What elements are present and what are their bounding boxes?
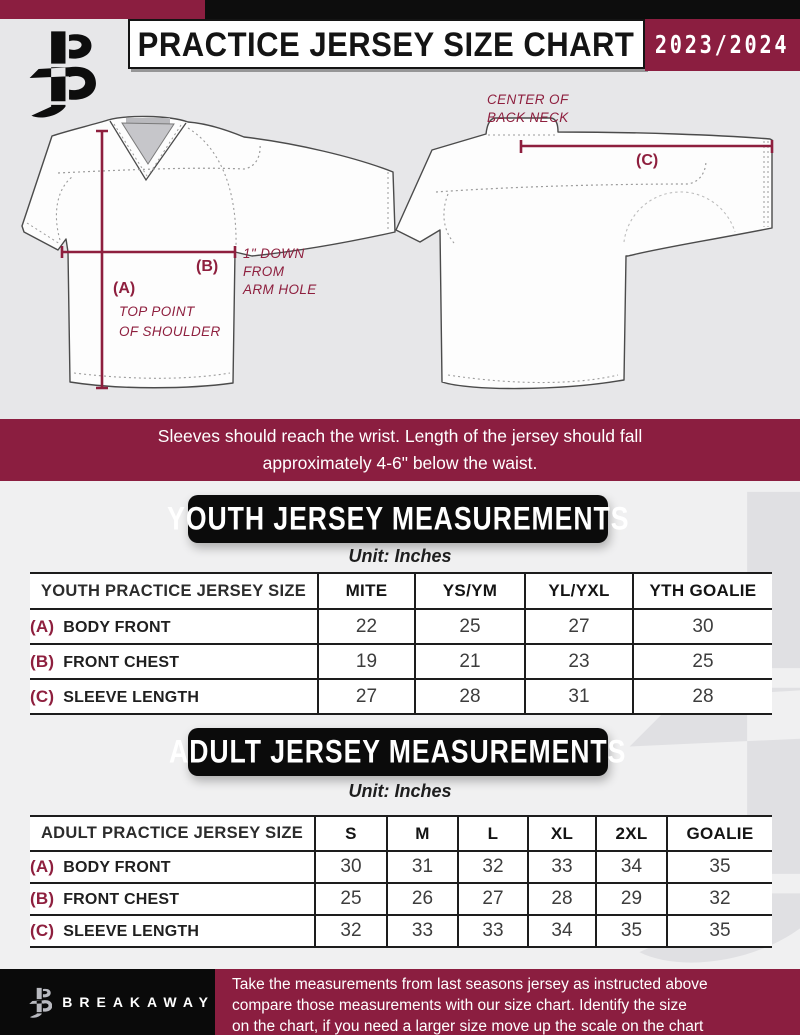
- measurement-key: (C): [30, 921, 55, 940]
- label-b-caption-line3: ARM HOLE: [243, 282, 317, 297]
- cell-value: 27: [458, 883, 528, 915]
- cell-value: 31: [525, 679, 633, 714]
- label-b: (B): [196, 258, 219, 275]
- label-a-caption-line2: OF SHOULDER: [119, 324, 221, 339]
- label-b-caption-line2: FROM: [243, 264, 285, 279]
- measurement-label-cell: [30, 609, 318, 644]
- cell-value: 35: [596, 915, 667, 947]
- fit-note-line1: Sleeves should reach the wrist. Length of the jersey should fall: [157, 426, 643, 446]
- youth-unit-label: Unit: Inches: [348, 546, 452, 566]
- measurement-label-cell: [30, 883, 315, 915]
- size-column-header: GOALIE: [667, 816, 772, 851]
- cell-value: 26: [387, 883, 458, 915]
- measurement-key: (B): [30, 889, 55, 908]
- youth-table-title-cell: YOUTH PRACTICE JERSEY SIZE: [30, 573, 318, 609]
- label-c: (C): [636, 152, 659, 169]
- size-column-header: XL: [528, 816, 596, 851]
- measurement-key: (A): [30, 857, 55, 876]
- top-accent-strip: [0, 0, 800, 19]
- cell-value: 30: [633, 609, 772, 644]
- cell-value: 27: [318, 679, 415, 714]
- footer-instruction-line3: on the chart, if you need a larger size move up the scale on the chart: [232, 1018, 704, 1035]
- table-header-row: [30, 573, 772, 609]
- measurement-label-cell: [30, 851, 315, 883]
- label-a-caption-line1: TOP POINT: [119, 304, 195, 319]
- cell-value: 31: [387, 851, 458, 883]
- cell-value: 28: [633, 679, 772, 714]
- cell-value: 28: [528, 883, 596, 915]
- page-title: PRACTICE JERSEY SIZE CHART: [138, 24, 635, 63]
- jersey-diagram-svg: [0, 80, 800, 419]
- footer-instructions: [232, 974, 784, 1035]
- adult-table-title-cell: ADULT PRACTICE JERSEY SIZE: [30, 816, 315, 851]
- measurement-key: (B): [30, 651, 55, 671]
- measurement-label-cell: [30, 644, 318, 679]
- cell-value: 21: [415, 644, 525, 679]
- cell-value: 33: [458, 915, 528, 947]
- measurement-name: BODY FRONT: [63, 618, 171, 636]
- cell-value: 27: [525, 609, 633, 644]
- footer-instruction-line1: Take the measurements from last seasons jersey as instructed above: [232, 976, 708, 993]
- adult-section-banner: [169, 728, 627, 776]
- cell-value: 19: [318, 644, 415, 679]
- youth-section-banner: [166, 495, 630, 543]
- size-column-header: YS/YM: [415, 573, 525, 609]
- cell-value: 34: [528, 915, 596, 947]
- label-c-caption-line1: CENTER OF: [487, 92, 569, 107]
- cell-value: 32: [315, 915, 387, 947]
- cell-value: 34: [596, 851, 667, 883]
- table-row: [30, 609, 772, 644]
- cell-value: 22: [318, 609, 415, 644]
- cell-value: 35: [667, 915, 772, 947]
- table-row: [30, 851, 772, 883]
- size-column-header: L: [458, 816, 528, 851]
- cell-value: 32: [458, 851, 528, 883]
- youth-size-table: [30, 572, 772, 715]
- measurement-key: (A): [30, 616, 55, 636]
- adult-banner-label: ADULT JERSEY MEASUREMENTS: [169, 733, 627, 770]
- measurement-name: FRONT CHEST: [63, 653, 180, 671]
- table-row: [30, 915, 772, 947]
- size-column-header: MITE: [318, 573, 415, 609]
- table-row: [30, 883, 772, 915]
- brand-name: BREAKAWAY: [62, 994, 215, 1010]
- label-c-caption-line2: BACK NECK: [487, 110, 569, 125]
- cell-value: 28: [415, 679, 525, 714]
- table-row: [30, 644, 772, 679]
- measurement-label-cell: [30, 915, 315, 947]
- adult-unit-label: Unit: Inches: [348, 781, 452, 801]
- size-column-header: 2XL: [596, 816, 667, 851]
- fit-note-banner: [0, 419, 800, 481]
- measurement-label-cell: [30, 679, 318, 714]
- measurement-key: (C): [30, 686, 55, 706]
- measurement-name: FRONT CHEST: [63, 891, 180, 908]
- footer: [0, 969, 800, 1035]
- cell-value: 33: [528, 851, 596, 883]
- table-row: [30, 679, 772, 714]
- cell-value: 23: [525, 644, 633, 679]
- cell-value: 25: [415, 609, 525, 644]
- cell-value: 35: [667, 851, 772, 883]
- cell-value: 32: [667, 883, 772, 915]
- label-b-caption-line1: 1" DOWN: [243, 246, 305, 261]
- season-badge: [645, 19, 800, 71]
- label-a: (A): [113, 280, 136, 297]
- cell-value: 29: [596, 883, 667, 915]
- season-label: 2023/2024: [655, 30, 790, 60]
- cell-value: 30: [315, 851, 387, 883]
- footer-instruction-line2: compare those measurements with our size chart. Identify the size: [232, 997, 687, 1014]
- size-column-header: YL/YXL: [525, 573, 633, 609]
- measurement-name: SLEEVE LENGTH: [63, 923, 200, 940]
- size-column-header: S: [315, 816, 387, 851]
- page-title-box: [128, 19, 645, 69]
- cell-value: 25: [315, 883, 387, 915]
- size-column-header: YTH GOALIE: [633, 573, 772, 609]
- back-jersey-illustration: [396, 118, 772, 389]
- fit-note-line2: approximately 4-6" below the waist.: [262, 453, 538, 473]
- breakaway-footer-logo-icon: [28, 981, 52, 1024]
- jersey-diagram: [0, 80, 800, 419]
- measurement-name: SLEEVE LENGTH: [63, 688, 200, 706]
- size-column-header: M: [387, 816, 458, 851]
- cell-value: 25: [633, 644, 772, 679]
- youth-banner-label: YOUTH JERSEY MEASUREMENTS: [166, 500, 630, 537]
- measurement-name: BODY FRONT: [63, 859, 171, 876]
- table-header-row: [30, 816, 772, 851]
- cell-value: 33: [387, 915, 458, 947]
- footer-brand-box: [0, 969, 215, 1035]
- top-accent-strip-maroon: [0, 0, 205, 19]
- adult-size-table: [30, 815, 772, 948]
